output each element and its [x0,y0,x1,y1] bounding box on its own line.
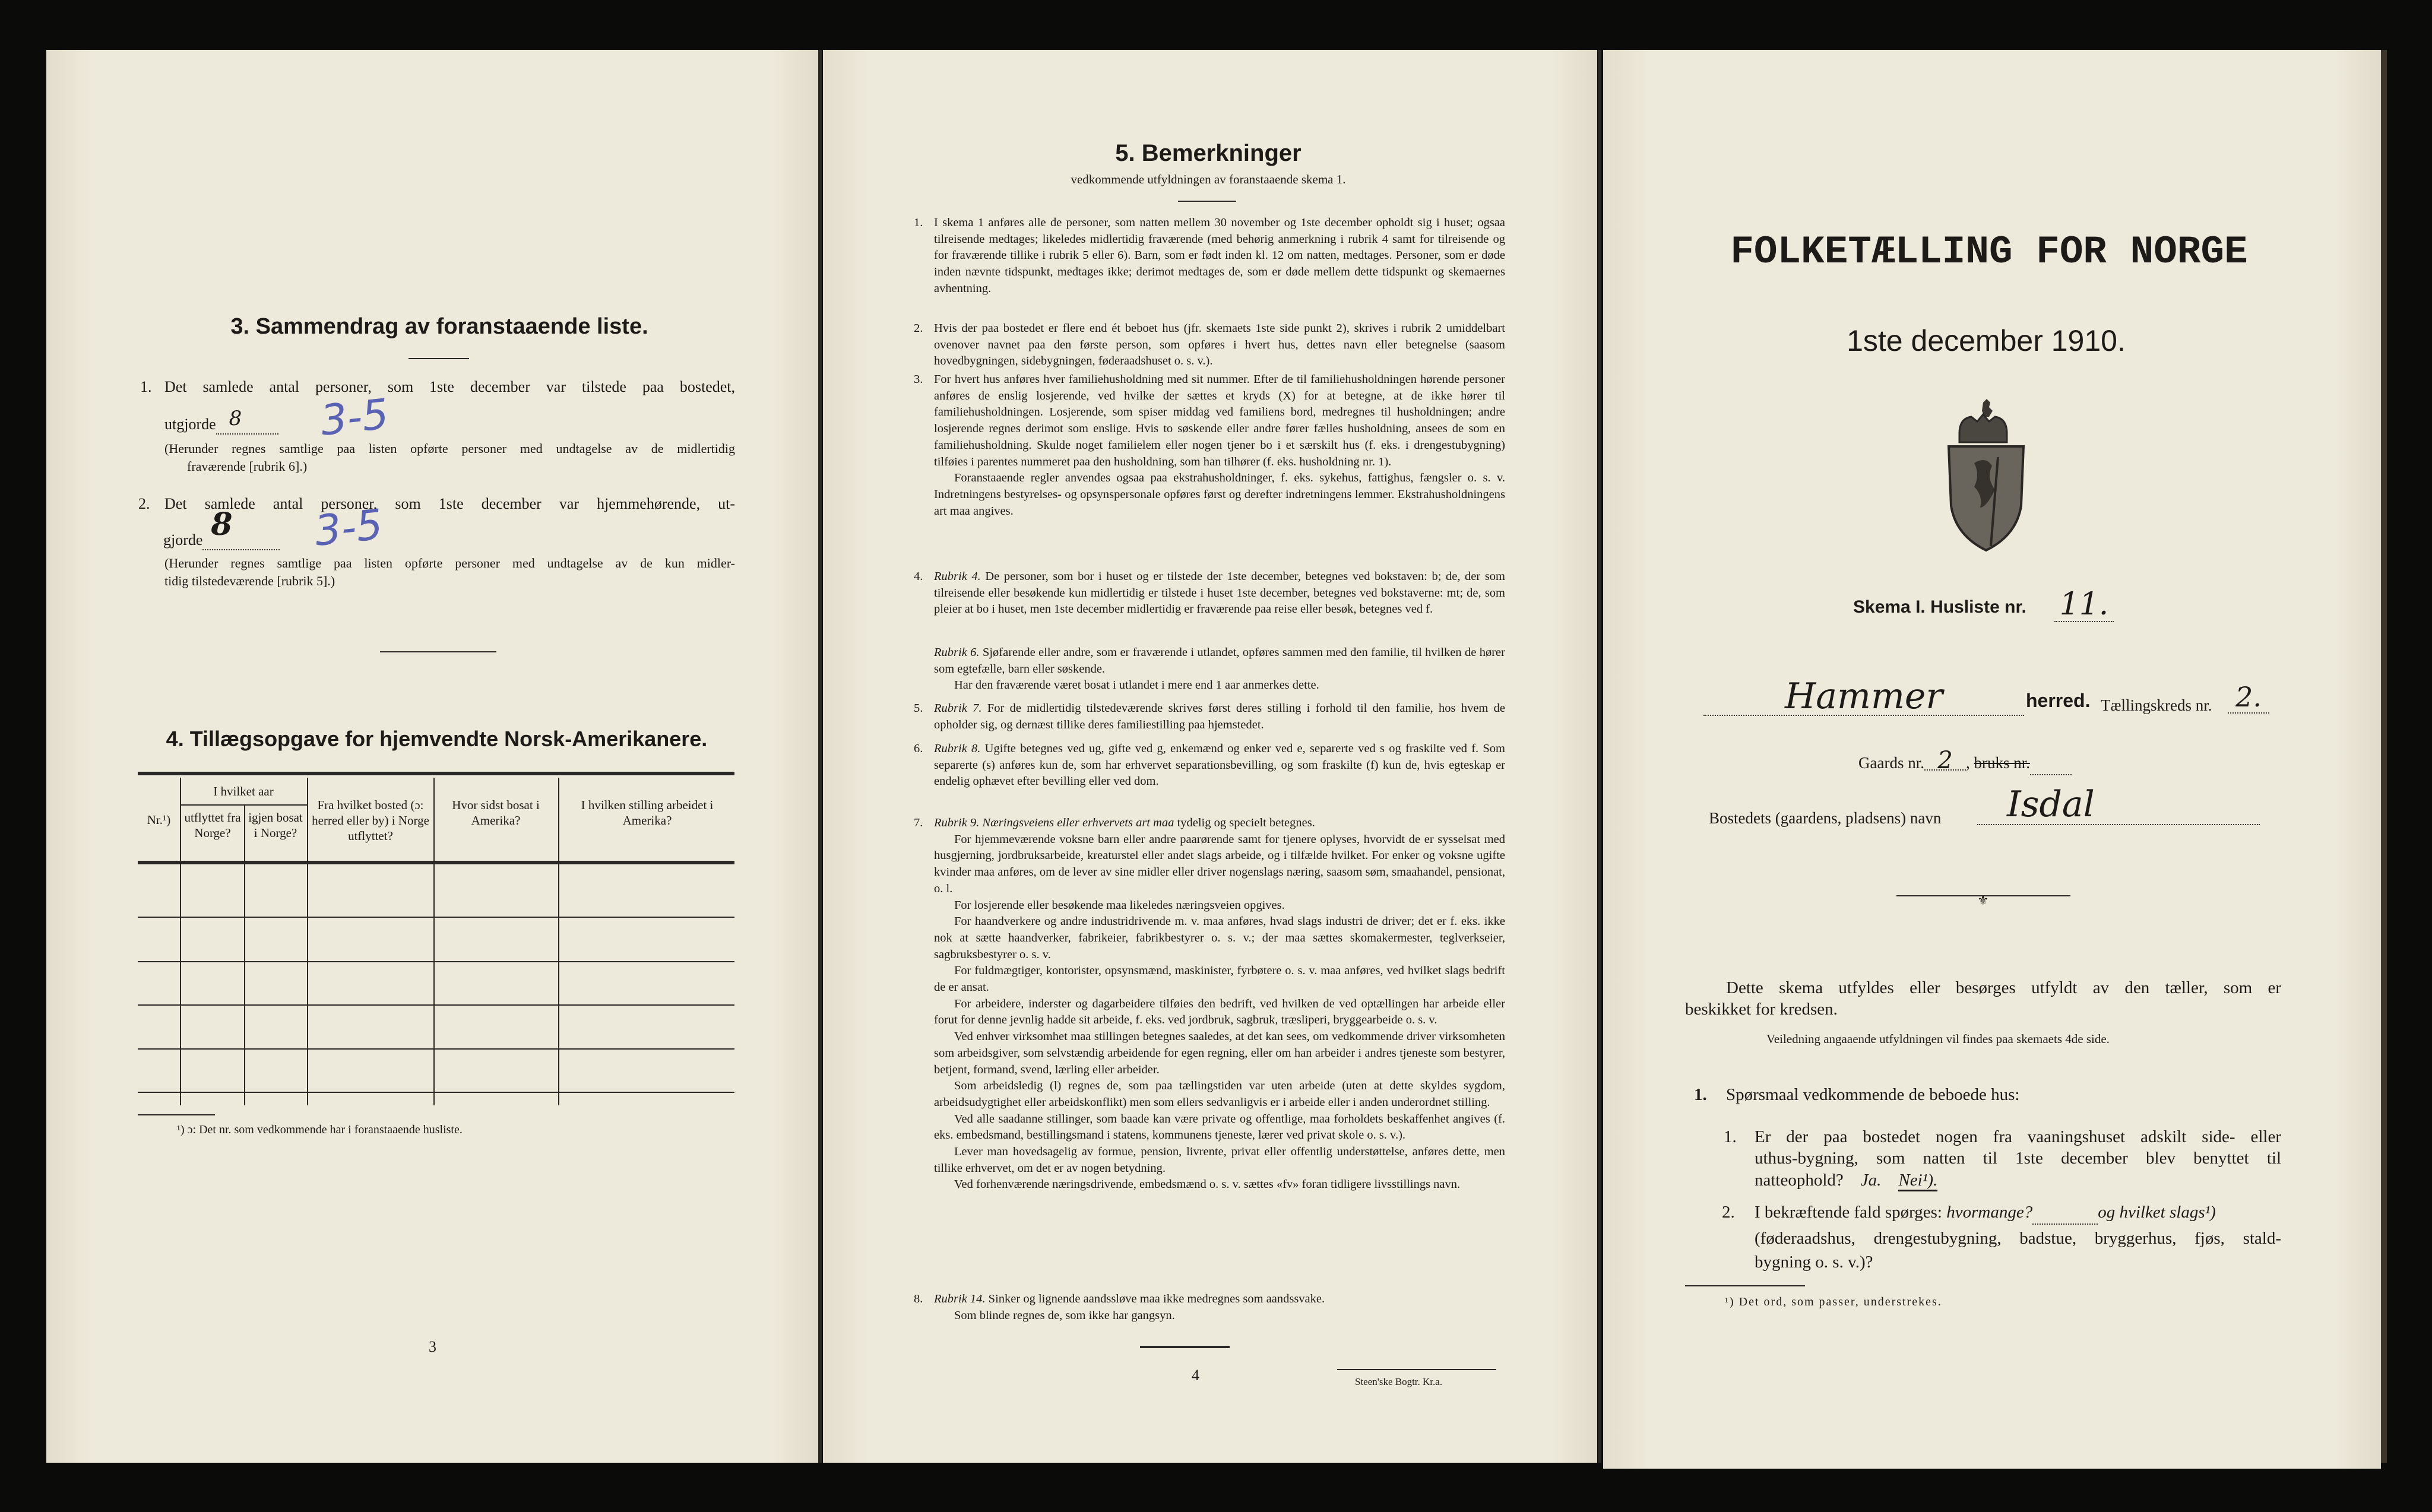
column-divider [433,778,435,1105]
bosted-field[interactable]: Isdal [1977,785,2260,825]
question-section-title: Spørsmaal vedkommende de beboede hus: [1726,1085,2020,1104]
column-header-emigrated: utflyttet fra Norge? [184,810,241,840]
page-number: 4 [1192,1367,1199,1384]
question2-text: bygning o. s. v.)? [1755,1253,1873,1272]
answer-label: gjorde [163,531,203,549]
divider [1178,201,1236,202]
herred-field[interactable]: Hammer [1703,678,2024,716]
remark-7: 7. Rubrik 9. Næringsveiens eller erhvervets art maa tydelig og specielt betegnes. For hjemmeværende voksne barn eller andre paarørende samt for tjenere oplyses, hvorvidt de er sysselsat med husgjerning, jordbruksarbeide, kreaturstel eller andet slags arbeide, og i tilfælde hvilket. For enker og voksne ugifte kvinder maa anføres, om de lever av sine midler eller driver nogenslags næring, saasom søm, smaahandel, pensionat, o. l. For losjerende eller besøkende maa likeledes næringsveien opgives. For haandverkere og andre industridrivende m. v. maa anføres, hvad slags industri de driver; det er f. eks. ikke nok at sætte haandverker, fabrikeier, fabrikbestyrer o. s. v.; der maa sættes skomakermester, teglverkseier, sagbruksbestyrer o. s. v. For fuldmægtiger, kontorister, opsynsmænd, maskinister, fyrbøtere o. s. v. maa anføres, ved hvilket slags bedrift de er ansat. For arbeidere, inderster og dagarbeidere tilføies den bedrift, ved hvilken de ved optællingen har arbeide eller forut for denne jevnlig hadde sit arbeide, f. eks. ved jordbruk, sagbruk, træsliperi, bryggearbeide o. s. v. Ved enhver virksomhet maa stillingen betegnes saaledes, at det kan sees, om vedkommende driver virksomheten som arbeidsgiver, som selvstændig arbeidende for egen regning, eller om han arbeider i andres tjeneste som bestyrer, betjent, formand, svend, lærling eller arbeider. Som arbeidsledig (l) regnes de, som paa tællingstiden var uten arbeide (uten at dette skyldes sygdom, arbeidsudygtighet eller arbeidskonflikt) men som ellers sedvanligvis er i arbeide eller i anden underordnet stilling. Ved alle saadanne stillinger, som baade kan være private og offentlige, maa forholdets beskaffenhet angives (f. eks. embedsmand, bestillingsmand i statens, kommunens tjeneste, lærer ved privat skole o. s. v.). Lever man hovedsagelig av formue, pension, livrente, privat eller offentlig understøttelse, anføres dette, men tillike erhvervet, om det er av nogen betydning. Ved forhenværende næringsdrivende, embedsmænd o. s. v. sættes «fv» foran tidligere livsstillings navn. [914,815,1505,1193]
divider [1140,1346,1230,1348]
item2-note: (Herunder regnes samtlige paa listen opførte personer med undtagelse av de kun midler- [164,556,735,570]
remark-4: 4. Rubrik 4. De personer, som bor i huset og er tilstede der 1ste december, betegnes ved bokstaven: b; de, der som tilreisende eller besøkende kun midlertidig er tilstede i huset 1ste december, betegnes ved bokstaverne: mt; de, som pleier at bo i huset, men 1ste december midlertidig er fraværende paa reise eller besøk, betegnes ved f. [914,570,1505,616]
printer-imprint: Steen'ske Bogtr. Kr.a. [1355,1376,1443,1387]
table-row[interactable] [138,917,734,918]
column-header-work: I hvilken stilling arbeidet i Amerika? [581,798,714,828]
table-row[interactable] [138,1048,734,1050]
gaards-field[interactable]: 2 [1924,752,1966,771]
footnote: ¹) ɔ: Det nr. som vedkommende har i foranstaaende husliste. [177,1123,463,1136]
bruks-label-struck: bruks nr. [1974,754,2030,772]
remark-5: 5. Rubrik 7. For de midlertidig tilstedeværende skrives først deres stilling i forhold til den familie, hos hvem de opholder sig, og dernæst tillike deres familiestilling paa hjemstedet. [914,702,1506,731]
group-rule [180,804,307,806]
table-top-rule [138,772,734,775]
footnote: ¹) Det ord, som passer, understrekes. [1725,1295,1942,1308]
remark-7-paragraph: For fuldmægtiger, kontorister, opsynsmænd, maskinister, fyrbøtere o. s. v. maa anføres, ved hvilket slags bedrift de er ansat. [934,964,1505,994]
gaards-line: Gaards nr. 2 , bruks nr. [1858,752,2072,775]
handwritten-count: 8 [229,407,242,430]
fleuron-icon: ⚜ [1977,893,1989,908]
question1-text: Er der paa bostedet nogen fra vaaningshuset adskilt side- eller [1755,1127,2281,1146]
column-header-from: Fra hvilket bosted (ɔ: herred eller by) i Norge utflyttet? [312,798,429,843]
item2-text: Det samlede antal personer, som 1ste december var hjemmehørende, ut- [164,495,735,512]
coat-of-arms-icon [1942,398,2031,552]
item2-note: tidig tilstedeværende [rubrik 5].) [164,573,335,588]
remark-7-paragraph: Ved forhenværende næringsdrivende, embedsmænd o. s. v. sættes «fv» foran tidligere livsstillings navn. [954,1178,1461,1191]
page-fold [818,50,822,1463]
question-number: 1. [1724,1127,1737,1146]
answer-label: utgjorde [164,416,216,433]
kreds-field[interactable]: 2. [2228,681,2269,714]
binding-edge [2381,50,2387,1463]
remark-7-paragraph: For losjerende eller besøkende maa likeledes næringsveien opgives. [954,898,1285,912]
question2-text: (føderaadshus, drengestubygning, badstue, bryggerhus, fjøs, stald- [1755,1229,2281,1248]
intro-text: Dette skema utfyldes eller besørges utfyldt av den tæller, som er [1726,978,2281,997]
remark-2: 2. Hvis der paa bostedet er flere end ét beboet hus (jfr. skemaets 1ste side punkt 2), skrives i rubrik 2 umiddelbart ovenover navnet paa den første person, som opføres i hvert hus, dettes navn eller betegnelse (saasom hovedbygningen, sidebygningen, føderaadshuset o. s. v.). [914,322,1505,368]
guidance-note: Veiledning angaaende utfyldningen vil findes paa skemaets 4de side. [1766,1032,2110,1046]
page-number: 3 [429,1338,436,1355]
question1-answer: natteophold? Ja. Nei¹). [1755,1169,1937,1191]
item-number: 1. [140,378,152,395]
table-row[interactable] [138,961,734,962]
item2-answer [163,506,280,550]
remark-6: 6. Rubrik 8. Ugifte betegnes ved ug, gifte ved g, enkemænd og enker ved e, separerte ved s og fraskilte ved f. Som separerte (s) anføres kun de, som har erhvervet separationsbevilling, og som fraskilte (f) kun de, hvis egteskap er endelig ophævet efter bevilling eller ved dom. [914,742,1506,788]
footnote-rule [138,1114,215,1115]
table-header-rule [138,861,734,864]
column-header-nr: Nr.¹) [147,813,171,827]
column-group-year: I hvilket aar [213,784,274,798]
remark-7-paragraph: Ved enhver virksomhet maa stillingen betegnes saaledes, at det kan sees, om vedkommende driver virksomheten som arbeidsgiver, som selvstændig arbeidende for egen regning, eller om han arbeider i andres tjeneste som bestyrer, betjent, formand, svend, lærling eller arbeider. [934,1030,1505,1076]
remark-7-paragraph: For hjemmeværende voksne barn eller andre paarørende samt for tjenere oplyses, hvorvidt de er sysselsat med husgjerning, jordbruksarbeide, kreaturstel eller andet slags arbeide, og i tilfælde hvilket. For enker og voksne ugifte kvinder maa anføres, om de lever av sine midler eller driver nogenslags næring, saasom søm, smaahandel, pensionat, o. l. [934,832,1505,895]
remark-1: 1. I skema 1 anføres alle de personer, som natten mellem 30 november og 1ste december opholdt sig i huset; ogsaa tilreisende medtages; likeledes midlertidig fraværende (med behørig anmerkning i rubrik 4 samt for tilreisende og for fraværende tillike i rubrik 5 eller 6). Barn, som er født inden kl. 12 om natten, medtages. Personer, som er døde inden nævnte tidspunkt, medtages ikke; derimot medtages de, som er døde mellem dette tidspunkt og skemaernes avhentning. [914,216,1505,295]
page-fold [1598,50,1601,1463]
table-row[interactable] [138,1092,734,1093]
column-divider [244,805,245,1105]
printer-rule [1337,1369,1496,1370]
husliste-number-field[interactable]: 11. [2054,588,2114,622]
remark-7-paragraph: Som arbeidsledig (l) regnes de, som paa tællingstiden var uten arbeide (uten at dette skyldes sygdom, arbeidsudygtighet eller arbeidskonflikt) men som ellers sedvanligvis er i arbeide eller i anden underordnet stilling. [934,1079,1505,1109]
item1-answer [164,407,278,435]
husliste-header: Skema I. Husliste nr. [1853,597,2026,617]
herred-label: herred. [2026,690,2091,711]
remark-7-paragraph: Ved alle saadanne stillinger, som baade kan være private og offentlige, maa forholdets beskaffenhet angives (f. eks. embedsmand, bestillingsmand i statens, kommunens tjeneste, lærer ved privat skole o. s. v.). [934,1112,1505,1142]
footnote-rule [1685,1285,1805,1286]
column-divider [307,778,308,1105]
answer-ja[interactable]: Ja. [1860,1171,1882,1190]
kreds-label: Tællingskreds nr. [2101,696,2212,714]
handwritten-count: 8 [211,506,233,543]
hvormange-field[interactable] [2032,1202,2098,1225]
answer-field[interactable] [202,506,280,550]
table-row[interactable] [138,1004,734,1006]
remark-8: 8. Rubrik 14. Sinker og lignende aandssløve maa ikke medregnes som aandssvake. Som blinde regnes de, som ikke har gangsyn. [914,1292,1325,1322]
census-date: 1ste december 1910. [1847,324,2126,357]
section3-title: 3. Sammendrag av foranstaaende liste. [230,314,648,339]
column-header-last-residence: Hvor sidst bosat i Amerika? [452,798,540,828]
section4-title: 4. Tillægsopgave for hjemvendte Norsk-Amerikanere. [166,727,708,751]
remark-3: 3. For hvert hus anføres hver familiehusholdning med sit nummer. Efter de til familiehusholdningen hørende personer anføres de enslig losjerende, ved hvilke der sættes et kryds (X) for at betegne, at de ikke hører til familiehusholdningen. Losjerende, som spiser middag ved familiens bord, medregnes til husholdningen; andre losjerende regnes derimot som enslige. Hvis to søskende eller andre fører fælles husholdning, ansees de som en familiehusholdning. Skulde noget familielem eller nogen tjener bo i et særskilt hus (f. eks. i drengestubygning) tilføies i parentes nummeret paa den husholdning, som han tilhører (f. eks. husholdning nr. 1). Foranstaaende regler anvendes ogsaa paa ekstrahusholdninger, f. eks. sykehus, fattighus, fængsler o. s. v. Indretningens bestyrelses- og opsynspersonale opføres først og derefter indretningens lemmer. Ekstrahusholdningens art maa angives. [914,373,1505,518]
remark-7-paragraph: For haandverkere og andre industridrivende m. v. maa anføres, hvad slags industri de driver; det er f. eks. ikke nok at sætte haandverker, fabrikeier, fabrikbestyrer o. s. v.; der maa sættes skomakermester, teglverkseier, sagbruksbestyrer o. s. v. [934,915,1505,961]
item1-note: fraværende [rubrik 6].) [187,459,308,474]
question2-text: I bekræftende fald spørges: hvormange? og hvilket slags¹) [1755,1202,2216,1225]
intro-text: beskikket for kredsen. [1685,1000,1838,1019]
item-number: 2. [138,495,150,512]
question-number: 2. [1722,1203,1735,1222]
divider [380,651,496,652]
question-section-number: 1. [1694,1085,1707,1104]
bosted-label: Bostedets (gaardens, pladsens) navn [1709,809,1942,827]
question1-text: uthus-bygning, som natten til 1ste december blev benyttet til [1755,1149,2281,1168]
pencil-annotation: 3-5 [312,500,385,556]
section5-subtitle: vedkommende utfyldningen av foranstaaende skema 1. [1071,172,1346,186]
page-3 [46,50,818,1463]
item1-note: (Herunder regnes samtlige paa listen opførte personer med undtagelse av de midlertidig [164,441,735,456]
bruks-field[interactable] [2030,752,2072,775]
section5-title: 5. Bemerkninger [1115,140,1302,166]
census-title: FOLKETÆLLING FOR NORGE [1730,230,2248,274]
column-header-returned: igjen bosat i Norge? [248,810,303,840]
column-divider [180,778,181,1105]
answer-field[interactable] [216,407,278,435]
item1-text: Det samlede antal personer, som 1ste december var tilstede paa bostedet, [164,378,735,395]
answer-nei-underlined[interactable]: Nei¹). [1898,1171,1937,1191]
remark-7-paragraph: For arbeidere, inderster og dagarbeidere tilføies den bedrift, ved hvilken de ved optællingen har arbeide eller forut for denne jevnlig hadde sit arbeide, f. eks. ved jordbruk, sagbruk, træsliperi, bryggearbeide o. s. v. [934,997,1505,1027]
column-divider [558,778,559,1105]
remark-rubrik-6: Rubrik 6. Sjøfarende eller andre, som er fraværende i utlandet, opføres sammen med den familie, til hvilken de hører som egtefælle, barn eller søskende. Har den fraværende været bosat i utlandet i mere end 1 aar anmerkes dette. [934,646,1505,692]
remark-7-paragraph: Lever man hovedsagelig av formue, pension, livrente, privat eller offentlig understøttelse, anføres dette, men tillike erhvervet, om det er av nogen betydning. [934,1145,1505,1175]
divider [408,358,469,359]
pencil-annotation: 3-5 [318,389,391,445]
